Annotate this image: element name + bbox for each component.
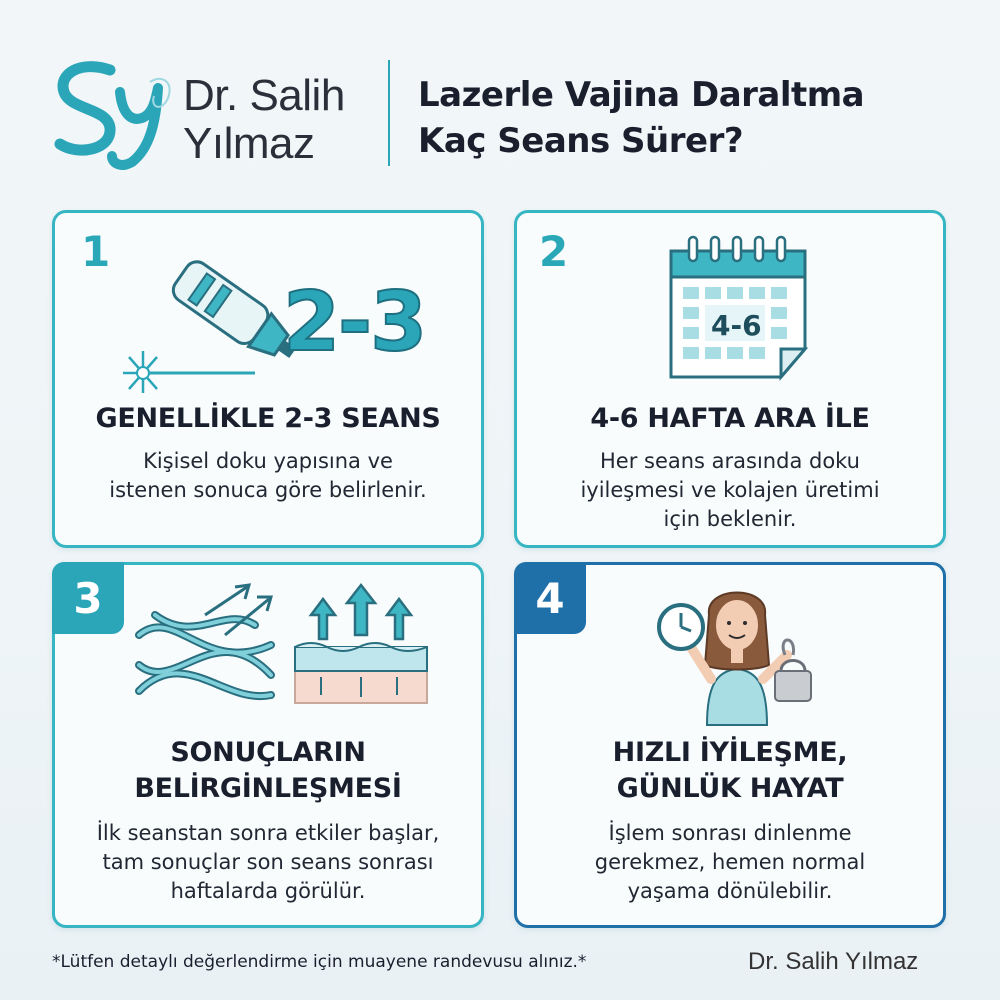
card-body-line1: Her seans arasında doku bbox=[599, 449, 860, 473]
card-number: 4 bbox=[514, 562, 586, 634]
card-number: 2 bbox=[539, 227, 569, 276]
header bbox=[0, 0, 1000, 200]
card-recovery bbox=[514, 562, 946, 928]
logo-monogram-icon bbox=[50, 52, 180, 172]
footer-note: *Lütfen detaylı değerlendirme için muayene randevusu alınız.* bbox=[52, 952, 587, 972]
footer-signature: Dr. Salih Yılmaz bbox=[748, 948, 919, 975]
woman-with-clock-icon bbox=[647, 575, 827, 735]
card-body-line2: iyileşmesi ve kolajen üretimi bbox=[580, 478, 880, 502]
card-results bbox=[52, 562, 484, 928]
card-interval bbox=[514, 210, 946, 548]
card-body-line2: gerekmez, hemen normal bbox=[594, 850, 866, 874]
logo-name-line2: Yılmaz bbox=[183, 119, 315, 168]
card-number: 1 bbox=[81, 227, 111, 276]
card-body bbox=[517, 819, 943, 906]
title-line2: Kaç Seans Sürer? bbox=[418, 121, 744, 161]
calendar-value: 4-6 bbox=[711, 309, 762, 342]
calendar-icon bbox=[663, 231, 813, 381]
card-heading: GENELLİKLE 2-3 SEANS bbox=[95, 403, 441, 434]
card-heading-line1: SONUÇLARIN bbox=[170, 737, 366, 768]
card-body bbox=[55, 447, 481, 505]
header-divider bbox=[388, 60, 390, 166]
card-sessions bbox=[52, 210, 484, 548]
card-body-line1: Kişisel doku yapısına ve bbox=[143, 449, 393, 473]
card-body bbox=[55, 819, 481, 906]
card-body-line2: tam sonuçlar son seans sonrası bbox=[102, 850, 434, 874]
logo-text bbox=[183, 72, 345, 168]
skin-layers-icon bbox=[291, 585, 431, 705]
card-heading-line2: BELİRGİNLEŞMESİ bbox=[134, 773, 402, 804]
card-heading-line1: HIZLI İYİLEŞME, bbox=[612, 737, 848, 768]
title-line1: Lazerle Vajina Daraltma bbox=[418, 75, 865, 115]
card-heading bbox=[55, 735, 481, 807]
collagen-fibers-icon bbox=[135, 585, 275, 705]
card-number: 3 bbox=[52, 562, 124, 634]
card-body-line3: yaşama dönülebilir. bbox=[627, 879, 833, 903]
sessions-big-value: 2-3 bbox=[283, 275, 426, 370]
card-body-line1: İlk seanstan sonra etkiler başlar, bbox=[96, 821, 440, 845]
card-body-line3: haftalarda görülür. bbox=[170, 879, 366, 903]
card-heading-line2: GÜNLÜK HAYAT bbox=[616, 773, 844, 804]
card-body-line2: istenen sonuca göre belirlenir. bbox=[109, 478, 427, 502]
card-heading bbox=[517, 735, 943, 807]
card-body-line3: için beklenir. bbox=[663, 507, 797, 531]
card-body bbox=[517, 447, 943, 534]
logo-name-line1: Dr. Salih bbox=[183, 71, 345, 120]
card-heading: 4-6 HAFTA ARA İLE bbox=[590, 403, 870, 434]
card-body-line1: İşlem sonrası dinlenme bbox=[608, 821, 852, 845]
page-title bbox=[418, 72, 978, 164]
